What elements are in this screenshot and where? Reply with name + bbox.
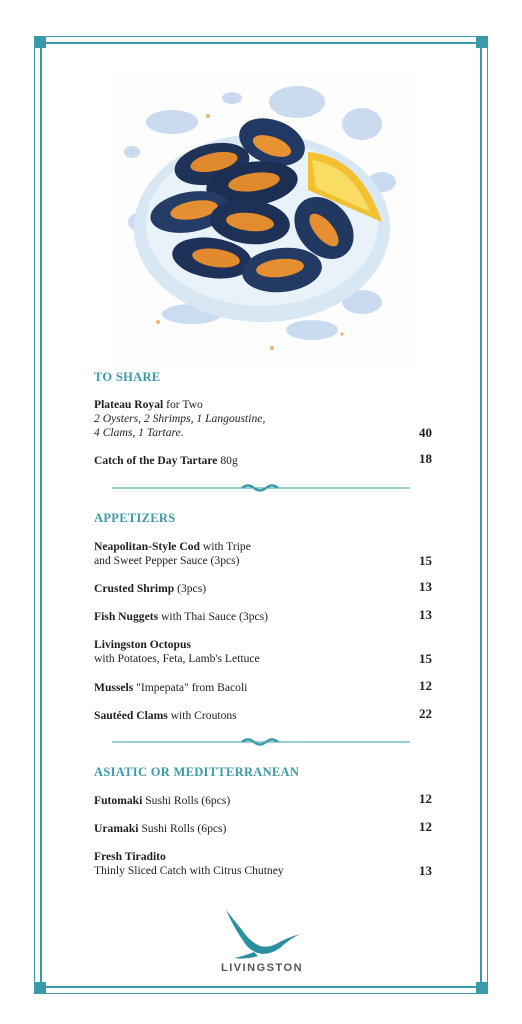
item-description-line: Thinly Sliced Catch with Citrus Chutney bbox=[94, 864, 284, 877]
item-name: Crusted Shrimp bbox=[94, 582, 175, 595]
item-price: 12 bbox=[419, 819, 432, 834]
menu-item-fish-nuggets bbox=[94, 608, 432, 624]
section-title-appetizers: APPETIZERS bbox=[94, 511, 176, 525]
section-title-to-share: TO SHARE bbox=[94, 370, 161, 384]
item-detail: "Impepata" from Bacoli bbox=[133, 681, 248, 694]
item-name: Livingston Octopus bbox=[94, 638, 191, 651]
item-name: Uramaki bbox=[94, 822, 139, 835]
item-price: 22 bbox=[419, 706, 432, 721]
item-price: 15 bbox=[419, 553, 432, 568]
item-price: 15 bbox=[419, 651, 432, 666]
menu-item-livingston-octopus bbox=[94, 638, 432, 666]
item-detail: Sushi Rolls (6pcs) bbox=[138, 822, 227, 835]
item-price: 12 bbox=[419, 791, 432, 806]
frame-corner-top-right bbox=[476, 36, 488, 48]
item-name: Sautéed Clams bbox=[94, 709, 168, 722]
brand-logo-text: LIVINGSTON bbox=[220, 962, 304, 974]
item-description-line: and Sweet Pepper Sauce (3pcs) bbox=[94, 554, 240, 567]
wave-divider bbox=[112, 737, 410, 747]
item-name: Neapolitan-Style Cod bbox=[94, 540, 200, 553]
item-name: Catch of the Day Tartare bbox=[94, 454, 218, 467]
item-price: 18 bbox=[419, 451, 432, 466]
menu-item-neapolitan-cod bbox=[94, 540, 432, 568]
item-detail: 80g bbox=[217, 454, 238, 467]
menu-item-fresh-tiradito bbox=[94, 850, 432, 878]
item-name: Plateau Royal bbox=[94, 398, 164, 411]
mussels-plate-illustration bbox=[112, 72, 412, 364]
section-title-asiatic-mediterranean: ASIATIC OR MEDITTERRANEAN bbox=[94, 765, 300, 779]
item-price: 13 bbox=[419, 863, 432, 878]
item-detail: with Croutons bbox=[167, 709, 237, 722]
item-description-line: 4 Clams, 1 Tartare. bbox=[94, 426, 184, 439]
frame-corner-bottom-right bbox=[476, 982, 488, 994]
menu-item-catch-tartare bbox=[94, 452, 432, 468]
menu-item-sauteed-clams bbox=[94, 707, 432, 723]
menu-item-crusted-shrimp bbox=[94, 580, 432, 596]
item-price: 13 bbox=[419, 607, 432, 622]
item-name: Mussels bbox=[94, 681, 134, 694]
item-detail: for Two bbox=[163, 398, 203, 411]
item-detail: with Tripe bbox=[199, 540, 251, 553]
menu-item-uramaki bbox=[94, 820, 432, 836]
frame-corner-bottom-left bbox=[34, 982, 46, 994]
menu-item-futomaki bbox=[94, 792, 432, 808]
item-detail: (3pcs) bbox=[174, 582, 207, 595]
item-name: Fresh Tiradito bbox=[94, 850, 166, 863]
item-price: 12 bbox=[419, 678, 432, 693]
menu-item-mussels-impepata bbox=[94, 679, 432, 695]
item-name: Fish Nuggets bbox=[94, 610, 159, 623]
item-price: 40 bbox=[419, 425, 432, 440]
frame-corner-top-left bbox=[34, 36, 46, 48]
item-detail: Sushi Rolls (6pcs) bbox=[142, 794, 231, 807]
menu-item-plateau-royal bbox=[94, 398, 432, 440]
item-name: Futomaki bbox=[94, 794, 143, 807]
wave-divider bbox=[112, 483, 410, 493]
item-description-line: 2 Oysters, 2 Shrimps, 1 Langoustine, bbox=[94, 412, 266, 425]
item-description-line: with Potatoes, Feta, Lamb's Lettuce bbox=[94, 652, 260, 665]
item-price: 13 bbox=[419, 579, 432, 594]
item-detail: with Thai Sauce (3pcs) bbox=[158, 610, 269, 623]
